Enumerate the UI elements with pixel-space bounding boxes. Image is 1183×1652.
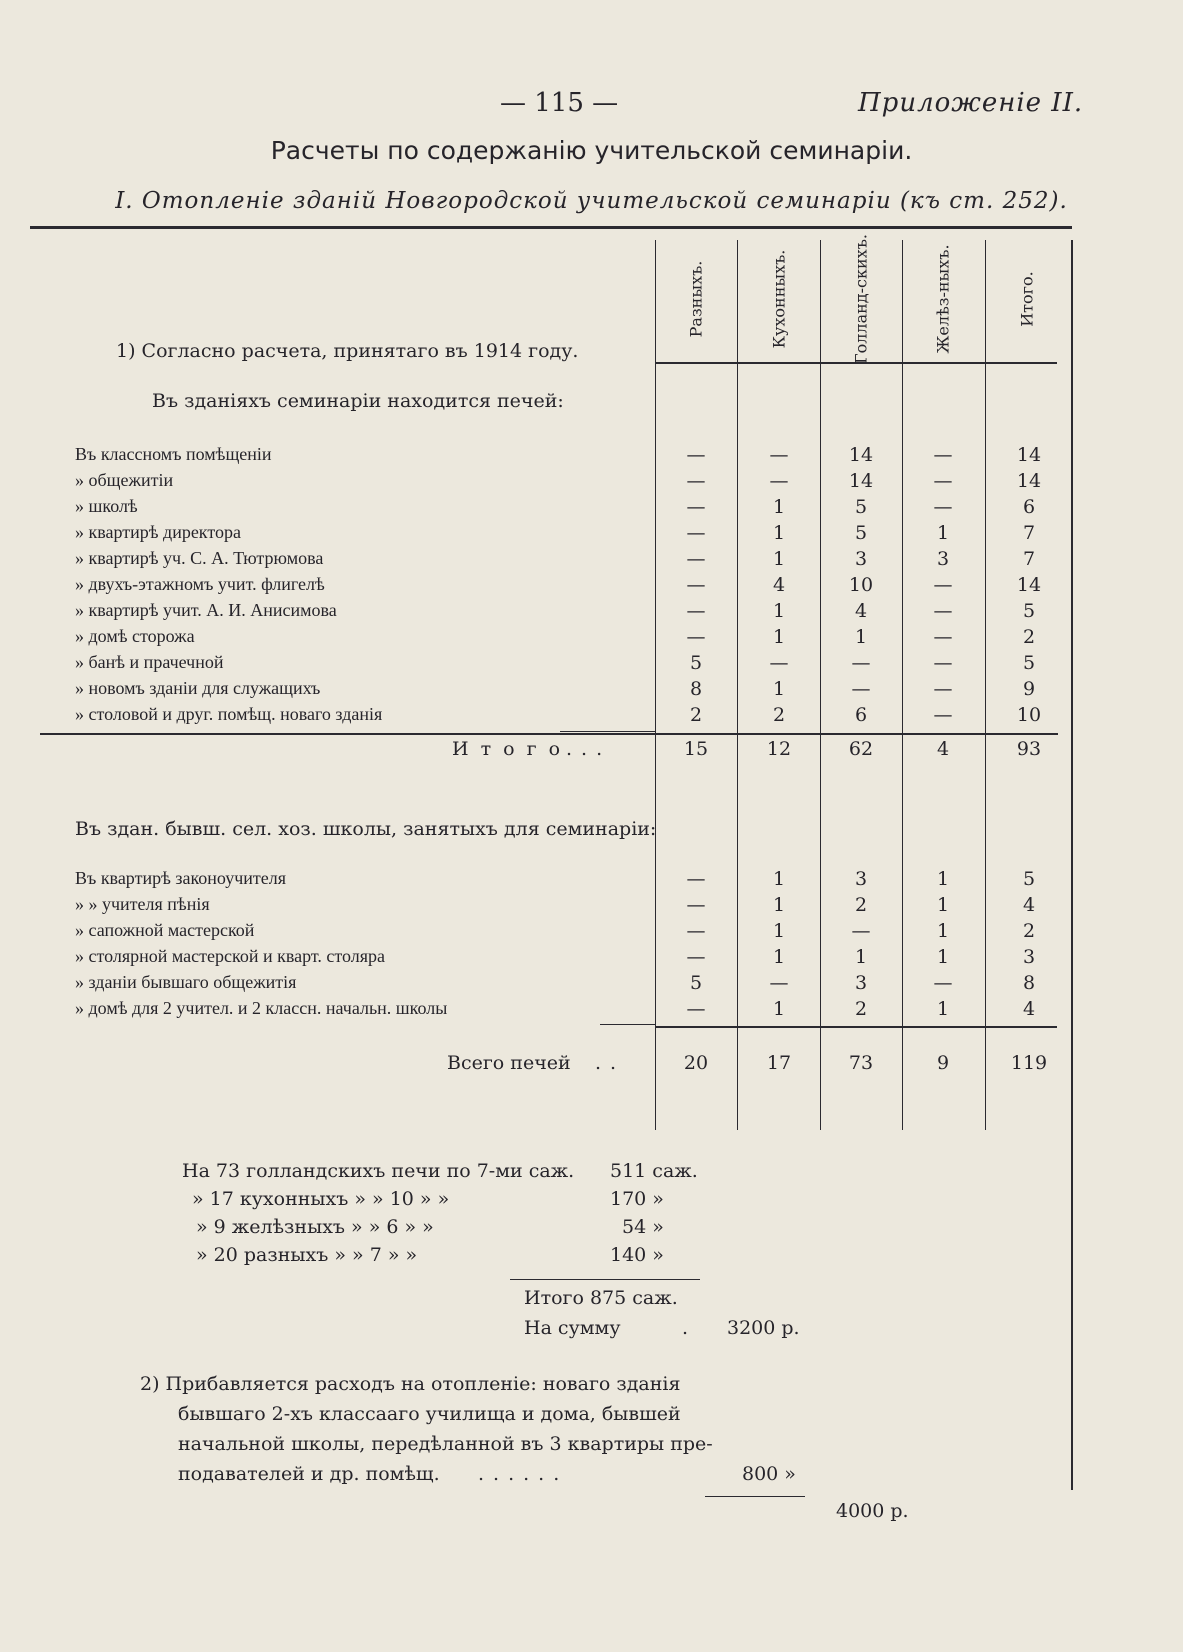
section1-cell: 10 [1016,704,1042,726]
col-sep-2 [820,240,821,1130]
section2-cell: 1 [936,946,950,968]
section1-cell: 10 [848,574,874,596]
section1-cell: — [769,470,789,492]
grand-total-label: Всего печей [447,1052,571,1074]
section2-cell: 1 [772,894,786,916]
calc-amount-0: 511 саж. [610,1160,698,1182]
grand-total-cell: 73 [848,1052,874,1074]
section2-cell: 4 [1022,894,1036,916]
section2-row-label: Въ квартирѣ законоучителя [75,868,287,888]
section2-cell: 1 [772,920,786,942]
right-border [1071,240,1073,1490]
section1-cell: 14 [1016,574,1042,596]
section1-cell: — [686,496,706,518]
section2-row-label: » сапожной мастерской [75,920,255,940]
section1-cell: 6 [854,704,868,726]
col-header-raznykh: Разныхъ. [686,260,706,338]
calc-amount-3: 140 » [610,1244,664,1266]
section1-cell: 1 [936,522,950,544]
section1-total-cell: 62 [848,738,874,760]
calc-line-3: » 20 разныхъ » » 7 » » [196,1244,418,1266]
section1-cell: — [769,652,789,674]
calc-total: Итого 875 саж. [524,1287,678,1309]
section1-cell: 14 [1016,444,1042,466]
col-sep-1 [737,240,738,1130]
section1-row-label: » квартирѣ директора [75,522,241,542]
note2-line-3: подавателей и др. помѣщ. [178,1463,440,1485]
col-header-zheleznykh: Желѣз-ныхъ. [933,244,953,354]
grand-total-cell: 9 [936,1052,950,1074]
calc-amount-2: 54 » [622,1216,664,1238]
section1-cell: — [933,470,953,492]
section1-cell: 3 [854,548,868,570]
calc-sum-label: На сумму [524,1317,621,1339]
section-subtitle: I. Отопленiе зданiй Новгородской учительской семинарiи (къ ст. 252). [115,188,1068,214]
section1-cell: 14 [848,470,874,492]
section1-total-label: И т о г о [452,738,564,760]
section1-cell: — [933,444,953,466]
section1-cell: 1 [772,548,786,570]
subtotal-rule [40,733,1058,735]
section1-row-label: » столовой и друг. помѣщ. новаго зданiя [75,704,383,724]
final-sum-rule [705,1496,805,1497]
section2-cell: 1 [772,998,786,1020]
section1-cell: 1 [772,678,786,700]
section1-cell: — [686,574,706,596]
section1-cell: — [933,678,953,700]
section1-cell: 4 [854,600,868,622]
section1-cell: — [686,470,706,492]
calc-line-2: » 9 желѣзныхъ » » 6 » » [196,1216,434,1238]
section1-cell: 5 [1022,652,1036,674]
section1-cell: — [933,600,953,622]
section2-cell: 3 [854,972,868,994]
section2-cell: 1 [936,920,950,942]
grand-total-rule [655,1026,1057,1028]
grand-total-dots: .. [595,1052,626,1074]
section1-row-label: » квартирѣ уч. С. А. Тютрюмова [75,548,324,568]
calc-line-0: На 73 голландскихъ печи по 7-ми саж. [182,1160,575,1182]
section1-cell: 5 [1022,600,1036,622]
section1-row-label: » квартирѣ учит. А. И. Анисимова [75,600,337,620]
grand-total-cell: 20 [683,1052,709,1074]
section2-cell: — [686,894,706,916]
section1-cell: 2 [772,704,786,726]
section2-cell: 1 [936,998,950,1020]
section2-cell: 5 [689,972,703,994]
section2-cell: 2 [854,998,868,1020]
note2-line-0: 2) Прибавляется расходъ на отопленiе: новаго зданiя [140,1373,681,1395]
section1-cell: 6 [1022,496,1036,518]
note2-dots: ...... [478,1463,569,1485]
section1-cell: 7 [1022,548,1036,570]
section1-label-rule [560,731,655,732]
section2-cell: 1 [854,946,868,968]
section2-cell: 8 [1022,972,1036,994]
section1-cell: 1 [854,626,868,648]
section1-row-label: » домѣ сторожа [75,626,195,646]
section1-cell: 5 [854,496,868,518]
col-sep-0 [655,240,656,1130]
note2-amount: 800 » [742,1463,796,1485]
note2-line-2: начальной школы, передѣланной въ 3 квартиры пре- [178,1433,713,1455]
section1-cell: — [851,652,871,674]
note2-line-1: бывшаго 2-хъ классааго училища и дома, бывшей [178,1403,681,1425]
section1-heading: 1) Согласно расчета, принятаго въ 1914 году. [116,340,579,362]
calc-sum-value: 3200 р. [727,1317,800,1339]
section1-row-label: » новомъ зданiи для служащихъ [75,678,321,698]
section1-cell: — [933,496,953,518]
col-header-gollandskikh: Голланд-скихъ. [851,234,871,364]
section2-label-rule [600,1024,655,1025]
section1-row-label: » банѣ и прачечной [75,652,224,672]
section1-cell: — [686,600,706,622]
calc-line-1: » 17 кухонныхъ » » 10 » » [192,1188,450,1210]
section1-cell: — [686,522,706,544]
col-sep-3 [902,240,903,1130]
section2-row-label: » » учителя пѣнiя [75,894,210,914]
section2-row-label: » столярной мастерской и кварт. столяра [75,946,385,966]
section1-row-label: » общежитiи [75,470,174,490]
section1-cell: 2 [689,704,703,726]
section1-cell: 5 [854,522,868,544]
section1-cell: 9 [1022,678,1036,700]
section2-cell: 1 [936,868,950,890]
section2-cell: — [686,868,706,890]
section2-row-label: » зданiи бывшаго общежитiя [75,972,297,992]
table-top-rule [30,226,1072,229]
section2-cell: 1 [772,946,786,968]
section1-cell: 14 [848,444,874,466]
section1-cell: — [933,626,953,648]
section1-cell: 5 [689,652,703,674]
calc-sum-dot: . [682,1317,698,1339]
section1-cell: — [769,444,789,466]
section1-cell: — [686,444,706,466]
section1-cell: 1 [772,600,786,622]
section2-cell: — [769,972,789,994]
section1-total-dots: ... [566,738,612,760]
page-number: — 115 — [500,88,619,118]
section1-total-cell: 12 [766,738,792,760]
section2-cell: — [686,946,706,968]
section2-cell: 2 [1022,920,1036,942]
section2-row-label: » домѣ для 2 учител. и 2 классн. начальн. школы [75,998,448,1018]
section1-total-cell: 4 [936,738,950,760]
grand-total-cell: 17 [766,1052,792,1074]
section1-total-cell: 15 [683,738,709,760]
section1-cell: 1 [772,496,786,518]
section1-row-label: » двухъ-этажномъ учит. флигелѣ [75,574,325,594]
section1-cell: 3 [936,548,950,570]
document-title: Расчеты по содержанiю учительской семинарiи. [270,136,913,165]
section2-heading: Въ здан. бывш. сел. хоз. школы, занятыхъ для семинарiи: [75,818,657,840]
section1-cell: — [933,652,953,674]
section2-cell: — [933,972,953,994]
section1-cell: 7 [1022,522,1036,544]
section1-cell: 1 [772,522,786,544]
section2-cell: 1 [936,894,950,916]
section2-cell: 3 [1022,946,1036,968]
section1-cell: 2 [1022,626,1036,648]
section1-cell: 4 [772,574,786,596]
section1-cell: — [933,704,953,726]
section1-cell: 14 [1016,470,1042,492]
calc-amount-1: 170 » [610,1188,664,1210]
section1-cell: 1 [772,626,786,648]
section1-cell: — [851,678,871,700]
section2-cell: 3 [854,868,868,890]
section1-total-cell: 93 [1016,738,1042,760]
section1-subheading: Въ зданiяхъ семинарiи находится печей: [152,390,564,412]
section1-cell: — [686,626,706,648]
section1-cell: — [933,574,953,596]
section2-cell: — [851,920,871,942]
col-header-itogo: Итого. [1017,271,1037,327]
section2-cell: — [686,998,706,1020]
section2-cell: 2 [854,894,868,916]
section2-cell: 5 [1022,868,1036,890]
appendix-label: Приложенiе II. [858,88,1084,118]
section1-cell: 8 [689,678,703,700]
grand-total-cell: 119 [1010,1052,1048,1074]
calc-sum-rule [510,1279,700,1280]
section2-cell: 4 [1022,998,1036,1020]
section1-row-label: » школѣ [75,496,138,516]
section2-cell: 1 [772,868,786,890]
col-header-kukhonnykh: Кухонныхъ. [769,249,789,349]
col-sep-4 [985,240,986,1130]
final-total: 4000 р. [836,1500,909,1522]
section2-cell: — [686,920,706,942]
section1-cell: — [686,548,706,570]
section1-row-label: Въ классномъ помѣщенiи [75,444,272,464]
